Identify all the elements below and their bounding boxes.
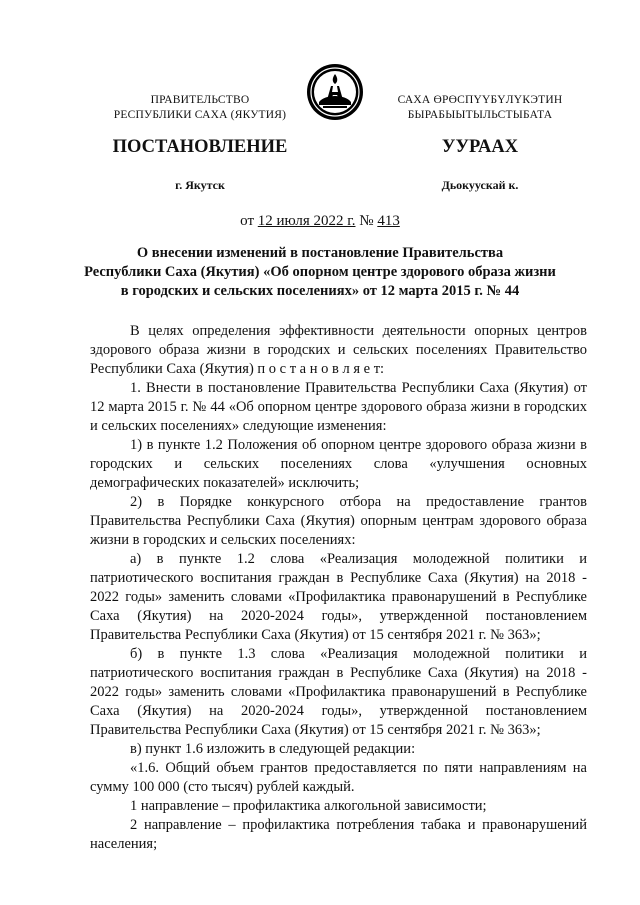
document-number: 413 bbox=[377, 213, 400, 229]
government-line-1-sah: САХА ӨРӨСПҮҮБҮЛҮКЭТИН bbox=[397, 94, 563, 106]
government-name-ru bbox=[100, 93, 300, 123]
title-line-2: Республики Саха (Якутия) «Об опорном центре здорового образа жизни bbox=[84, 264, 556, 280]
government-line-2: РЕСПУБЛИКИ САХА (ЯКУТИЯ) bbox=[113, 109, 287, 121]
paragraph-subitem-a: а) в пункте 1.2 слова «Реализация молодежной политики и патриотического воспитания граждан в Республике Саха (Якутия) на 2018 - 2022 годы» заменить словами «Профилактика правонарушений в Республике Саха (Якутия) на 2020-2024 годы», утвержденной постановлением Правительства Республики Саха (Якутия) от 15 сентября 2021 г. № 363»; bbox=[90, 551, 587, 643]
paragraph-subitem-c: в) пункт 1.6 изложить в следующей редакции: bbox=[130, 741, 416, 757]
paragraph-clause-1-6: «1.6. Общий объем грантов предоставляется по пяти направлениям на сумму 100 000 (сто тысяч) рублей каждый. bbox=[90, 760, 587, 795]
paragraph-subitem-b: б) в пункте 1.3 слова «Реализация молодежной политики и патриотического воспитания граждан в Республике Саха (Якутия) на 2018 - 2022 годы» заменить словами «Профилактика правонарушений в Республике Саха (Якутия) на 2020-2024 годы», утвержденной постановлением Правительства Республики Саха (Якутия) от 15 сентября 2021 г. № 363»; bbox=[90, 646, 587, 738]
government-line-2-sah: БЫРАБЫЫТЫЛЬСТЫБАТА bbox=[407, 109, 553, 121]
document-type-ru: ПОСТАНОВЛЕНИЕ bbox=[112, 137, 288, 157]
title-line-1: О внесении изменений в постановление Правительства bbox=[136, 245, 504, 261]
number-prefix: № bbox=[355, 213, 378, 229]
document-type-sah: УУРААХ bbox=[441, 137, 519, 157]
title-line-3: в городских и сельских поселениях» от 12 марта 2015 г. № 44 bbox=[120, 283, 520, 299]
paragraph-direction-1: 1 направление – профилактика алкогольной зависимости; bbox=[130, 798, 487, 814]
city-sah: Дьокуускай к. bbox=[441, 178, 519, 192]
document-title bbox=[70, 244, 570, 301]
date-prefix: от bbox=[240, 213, 258, 229]
government-name-sah bbox=[375, 93, 585, 123]
paragraph-item-1: 1. Внести в постановление Правительства Республики Саха (Якутия) от 12 марта 2015 г. № 44 «Об опорном центре здорового образа жизни в городских и сельских поселениях» следующие изменения: bbox=[90, 380, 587, 434]
date-line bbox=[0, 213, 640, 230]
paragraph-preamble: В целях определения эффективности деятельности опорных центров здорового образа жизни в городских и сельских поселениях Правительство Республики Саха (Якутия) п о с т а н о в л я е т: bbox=[90, 323, 587, 377]
document-body bbox=[90, 322, 587, 854]
paragraph-subitem-2: 2) в Порядке конкурсного отбора на предоставление грантов Правительства Республики Саха (Якутия) опорным центрам здорового образа жизни в городских и сельских поселениях: bbox=[90, 494, 587, 548]
government-line-1: ПРАВИТЕЛЬСТВО bbox=[150, 94, 250, 106]
document-date: 12 июля 2022 г. bbox=[257, 213, 356, 229]
paragraph-subitem-1: 1) в пункте 1.2 Положения об опорном центре здорового образа жизни в городских и сельских поселениях слова «улучшения основных демографических показателей» исключить; bbox=[90, 437, 587, 491]
coat-of-arms-icon bbox=[305, 62, 365, 122]
city-ru: г. Якутск bbox=[175, 178, 225, 192]
paragraph-direction-2: 2 направление – профилактика потребления табака и правонарушений населения; bbox=[90, 817, 587, 852]
